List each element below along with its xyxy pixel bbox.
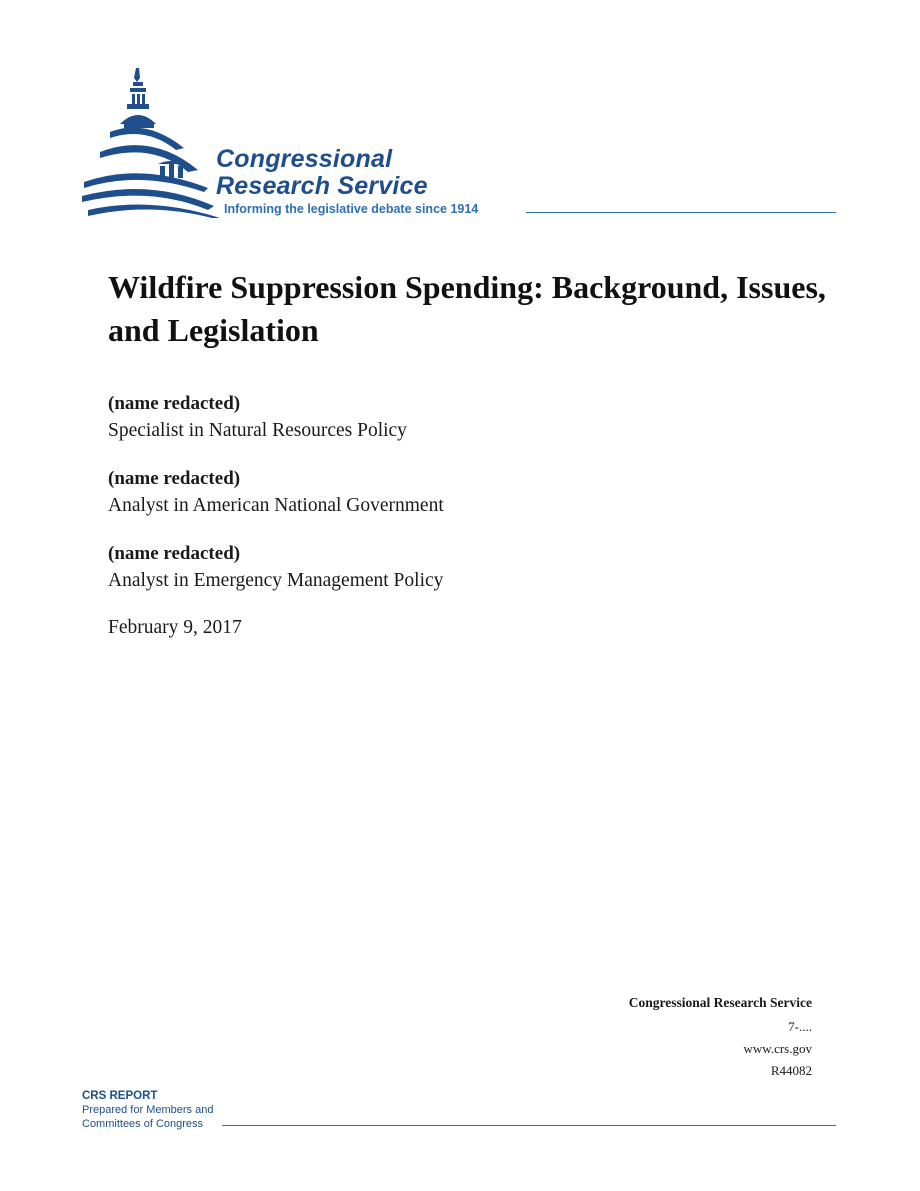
capitol-dome-icon [80, 66, 220, 218]
logo-wordmark [216, 146, 428, 200]
crs-report-label [82, 1089, 213, 1131]
logo-rule [526, 212, 836, 213]
report-title: Wildfire Suppression Spending: Background, Issues, and Legislation [108, 269, 826, 348]
logo-tagline: Informing the legislative debate since 1914 [224, 202, 479, 216]
author-role: Specialist in Natural Resources Policy [108, 420, 407, 441]
author-block-3 [108, 542, 708, 595]
author-block-1 [108, 392, 708, 445]
report-date: February 9, 2017 [108, 617, 242, 638]
logo-line-2: Research Service [216, 172, 428, 200]
publisher-website[interactable]: www.crs.gov [743, 1041, 812, 1056]
publisher-name: Congressional Research Service [628, 995, 812, 1010]
author-block-2 [108, 467, 708, 520]
author-name: (name redacted) [108, 393, 241, 414]
crs-report-line-1: Prepared for Members and [82, 1104, 214, 1116]
logo-line-1: Congressional [216, 145, 393, 173]
crs-logo [80, 66, 836, 218]
crs-report-line-2: Committees of Congress [82, 1118, 204, 1130]
author-name: (name redacted) [108, 543, 241, 564]
author-name: (name redacted) [108, 468, 241, 489]
report-number: R44082 [770, 1063, 812, 1078]
author-role: Analyst in American National Government [108, 495, 444, 516]
author-role: Analyst in Emergency Management Policy [108, 570, 444, 591]
footer-rule [222, 1125, 836, 1126]
publisher-info [629, 992, 812, 1082]
publisher-phone: 7-.... [788, 1019, 812, 1034]
crs-report-heading: CRS REPORT [82, 1090, 158, 1102]
